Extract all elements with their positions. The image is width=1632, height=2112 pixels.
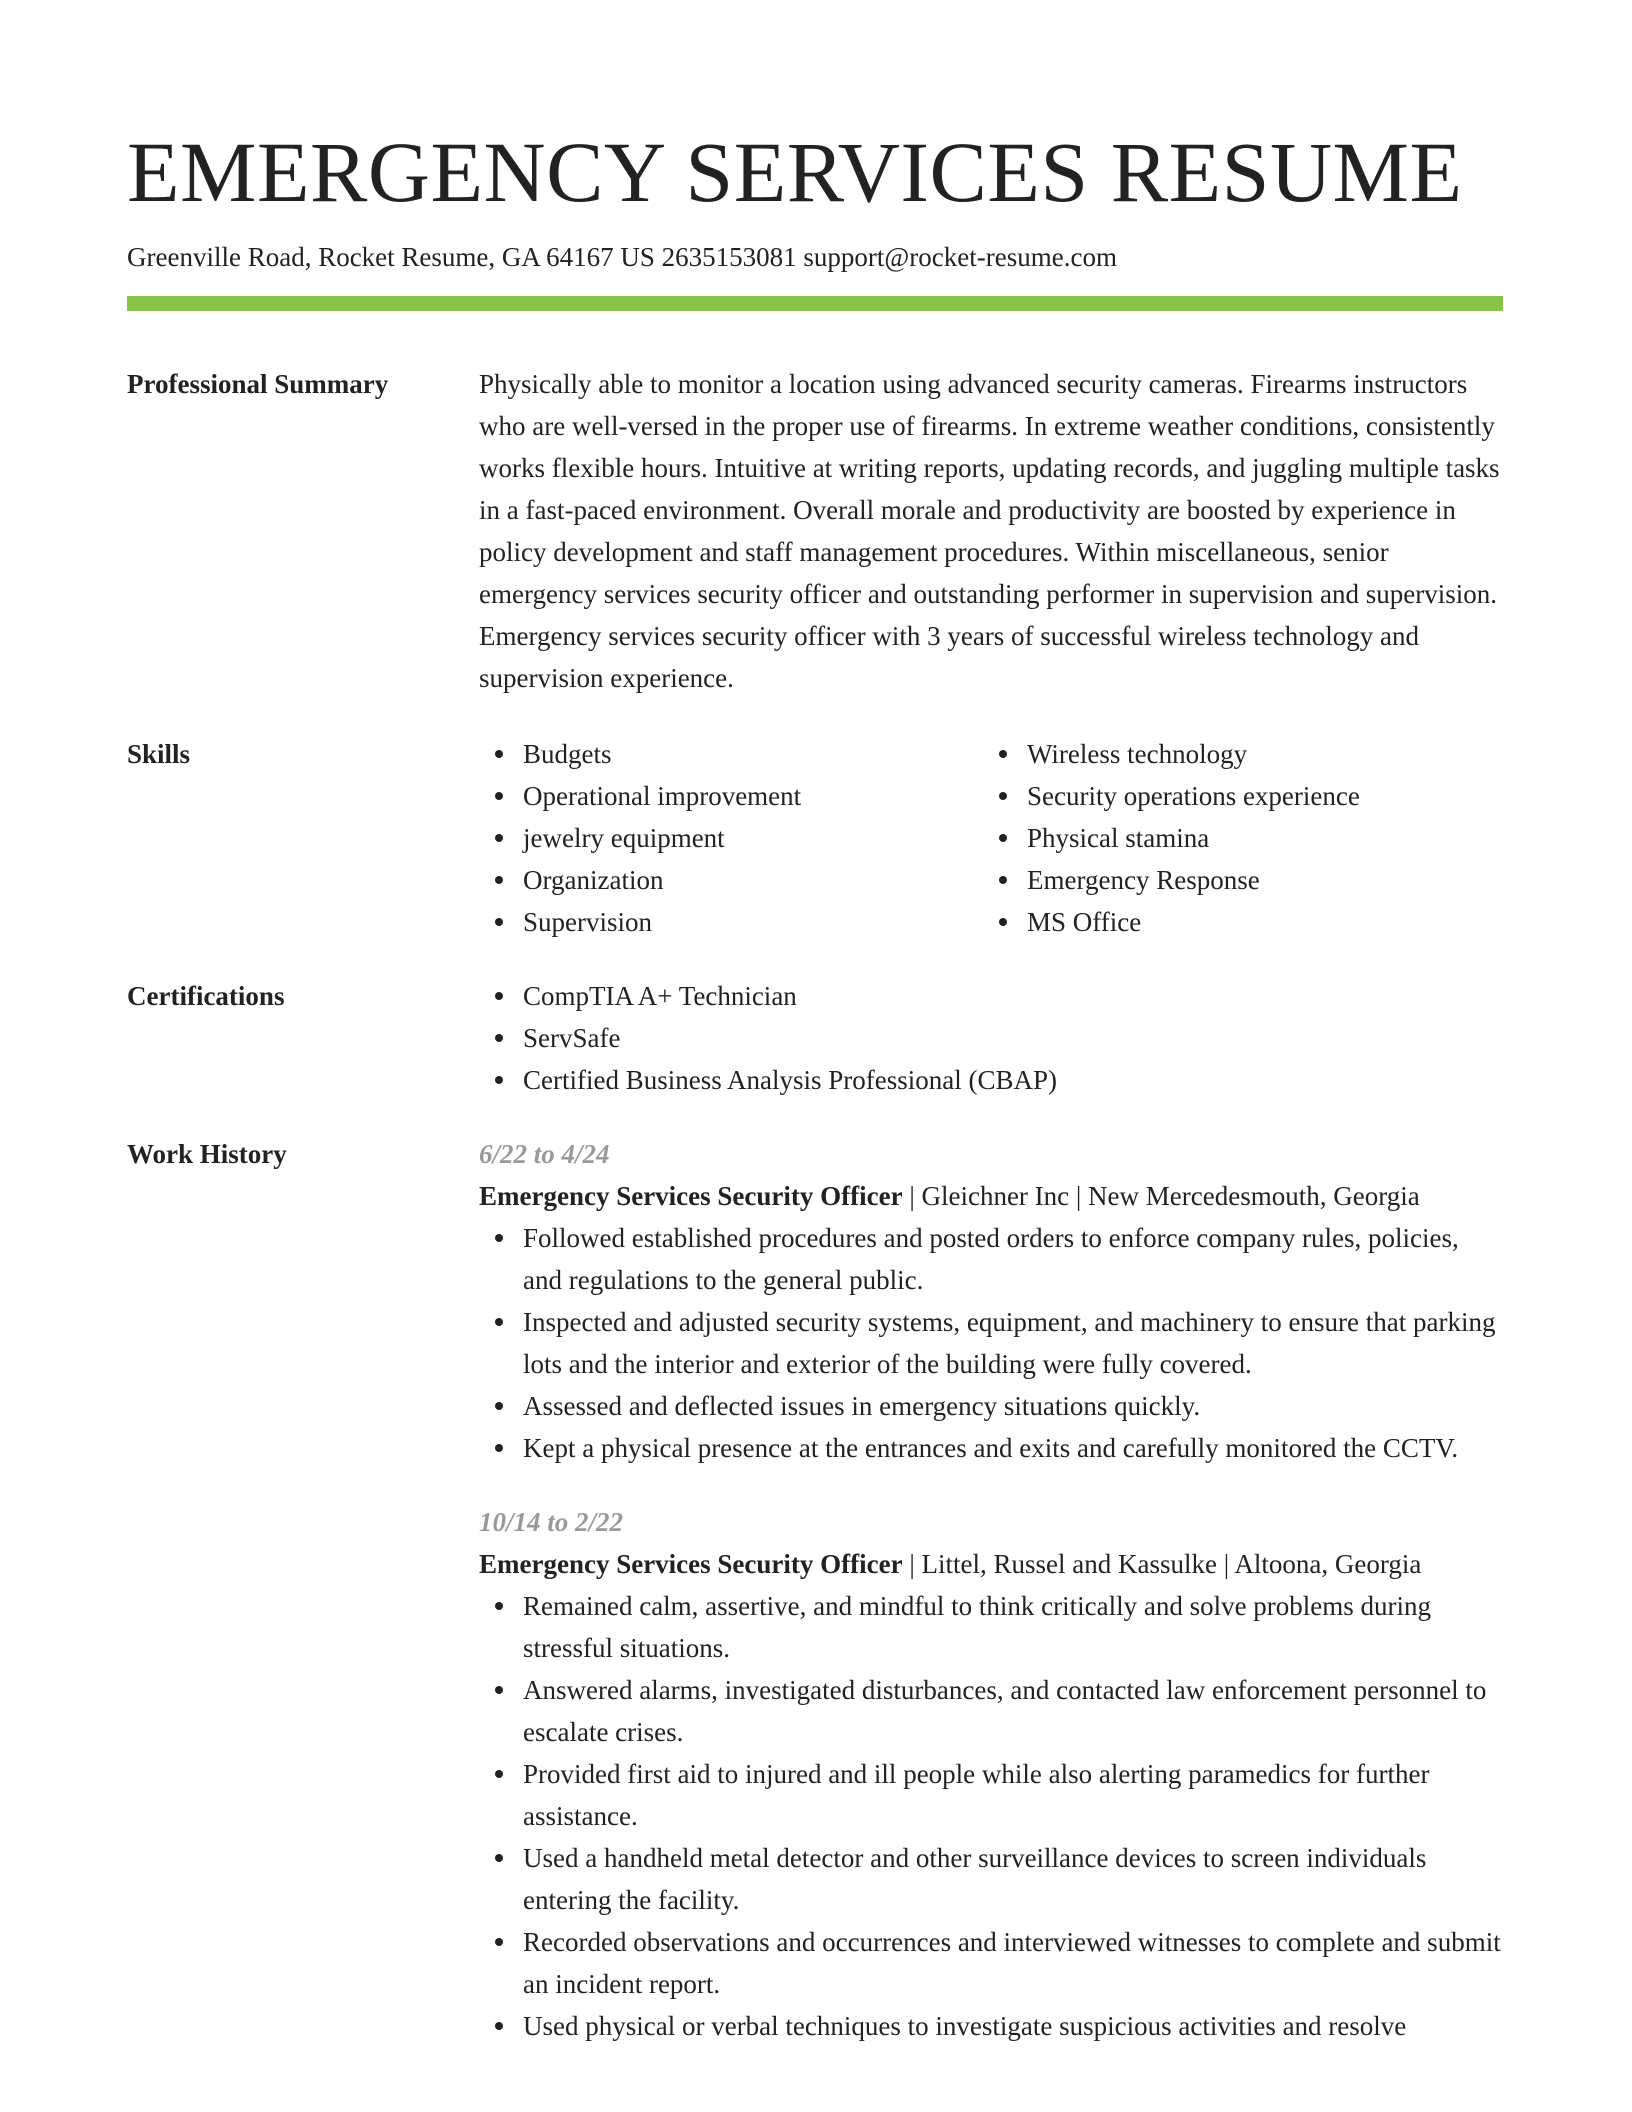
work-history-section [127,1133,1503,2079]
skill-item: Security operations experience [1027,775,1487,817]
job-bullets [479,1585,1503,2047]
section-label-summary: Professional Summary [127,369,389,399]
certifications-list [479,975,1503,1101]
summary-section [127,363,1503,699]
job-bullet: Provided first aid to injured and ill people while also alerting paramedics for further assistance. [523,1753,1503,1837]
job-bullet: Used a handheld metal detector and other surveillance devices to screen individuals entering the facility. [523,1837,1503,1921]
resume-title: EMERGENCY SERVICES RESUME [127,124,1463,220]
job-bullet: Inspected and adjusted security systems, equipment, and machinery to ensure that parking lots and the interior and exterior of the building were fully covered. [523,1301,1503,1385]
skills-list-right [983,733,1487,943]
job-bullet: Recorded observations and occurrences and interviewed witnesses to complete and submit an incident report. [523,1921,1503,2005]
certification-item: CompTIA A+ Technician [523,975,1503,1017]
skill-item: jewelry equipment [523,817,983,859]
job-title: Emergency Services Security Officer [479,1549,903,1579]
job-entry [479,1501,1503,2047]
skill-item: Wireless technology [1027,733,1487,775]
skill-item: Supervision [523,901,983,943]
certification-item: ServSafe [523,1017,1503,1059]
job-entry [479,1133,1503,1469]
job-bullet: Answered alarms, investigated disturbances, and contacted law enforcement personnel to escalate crises. [523,1669,1503,1753]
job-details: | Littel, Russel and Kassulke | Altoona, Georgia [902,1549,1422,1579]
job-bullet: Assessed and deflected issues in emergency situations quickly. [523,1385,1503,1427]
skill-item: Emergency Response [1027,859,1487,901]
contact-info: Greenville Road, Rocket Resume, GA 64167 US 2635153081 support@rocket-resume.com [127,242,1117,272]
job-bullet: Followed established procedures and posted orders to enforce company rules, policies, and regulations to the general public. [523,1217,1503,1301]
header-divider [127,296,1503,311]
job-heading [479,1175,1503,1217]
certification-item: Certified Business Analysis Professional (CBAP) [523,1059,1503,1101]
skills-section [127,733,1503,943]
certifications-section [127,975,1503,1101]
skill-item: Operational improvement [523,775,983,817]
section-label-certifications: Certifications [127,981,285,1011]
resume-page [127,0,1503,2079]
job-details: | Gleichner Inc | New Mercedesmouth, Georgia [902,1181,1420,1211]
job-dates: 6/22 to 4/24 [479,1139,610,1169]
skill-item: MS Office [1027,901,1487,943]
skill-item: Budgets [523,733,983,775]
job-heading [479,1543,1503,1585]
summary-text: Physically able to monitor a location using advanced security cameras. Firearms instructors who are well-versed in the proper use of firearms. In extreme weather conditions, consistently works flexible hours. Intuitive at writing reports, updating records, and juggling multiple tasks in a fast-paced environment. Overall morale and productivity are boosted by experience in policy development and staff management procedures. Within miscellaneous, senior emergency services security officer and outstanding performer in supervision and supervision. Emergency services security officer with 3 years of successful wireless technology and supervision experience. [479,369,1500,693]
skill-item: Physical stamina [1027,817,1487,859]
skills-list-left [479,733,983,943]
job-dates: 10/14 to 2/22 [479,1507,624,1537]
job-title: Emergency Services Security Officer [479,1181,903,1211]
job-bullets [479,1217,1503,1469]
skill-item: Organization [523,859,983,901]
section-label-skills: Skills [127,739,191,769]
job-bullet: Remained calm, assertive, and mindful to think critically and solve problems during stressful situations. [523,1585,1503,1669]
section-label-work-history: Work History [127,1139,287,1169]
job-bullet: Used physical or verbal techniques to investigate suspicious activities and resolve [523,2005,1503,2047]
job-bullet: Kept a physical presence at the entrances and exits and carefully monitored the CCTV. [523,1427,1503,1469]
